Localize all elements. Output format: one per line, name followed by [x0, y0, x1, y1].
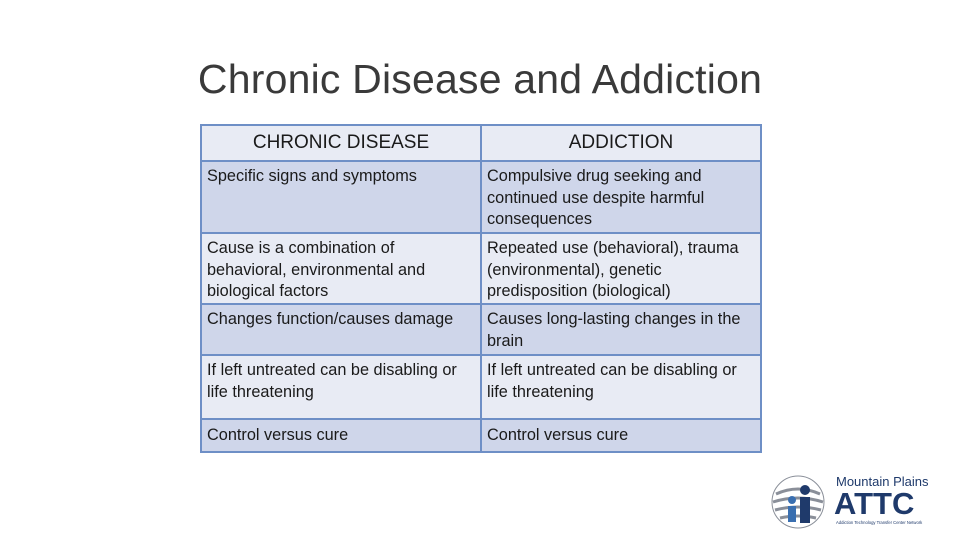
table-cell: Cause is a combination of behavioral, environmental and biological factors	[201, 233, 481, 304]
table-cell: If left untreated can be disabling or life threatening	[201, 355, 481, 419]
table-header-row	[201, 125, 761, 161]
logo-line1: Mountain Plains	[836, 474, 929, 489]
table-cell: If left untreated can be disabling or life threatening	[481, 355, 761, 419]
table-cell: Control versus cure	[481, 419, 761, 452]
table-cell: Repeated use (behavioral), trauma (environmental), genetic predisposition (biological)	[481, 233, 761, 304]
comparison-table	[200, 124, 762, 453]
mountain-plains-attc-logo	[770, 470, 946, 532]
table-cell: Causes long-lasting changes in the brain	[481, 304, 761, 355]
table-cell: Changes function/causes damage	[201, 304, 481, 355]
logo-line2: ATTC	[834, 486, 915, 521]
slide-title: Chronic Disease and Addiction	[197, 56, 763, 102]
table-row	[201, 233, 761, 304]
table-row	[201, 161, 761, 233]
logo-line3: Addiction Technology Transfer Center Network	[836, 520, 923, 525]
globe-icon	[772, 476, 824, 528]
table-row	[201, 304, 761, 355]
table-cell: Control versus cure	[201, 419, 481, 452]
table-cell: Specific signs and symptoms	[201, 161, 481, 233]
header-chronic-disease: CHRONIC DISEASE	[201, 125, 481, 161]
table-row	[201, 419, 761, 452]
header-addiction: ADDICTION	[481, 125, 761, 161]
table-row	[201, 355, 761, 419]
table-cell: Compulsive drug seeking and continued use despite harmful consequences	[481, 161, 761, 233]
